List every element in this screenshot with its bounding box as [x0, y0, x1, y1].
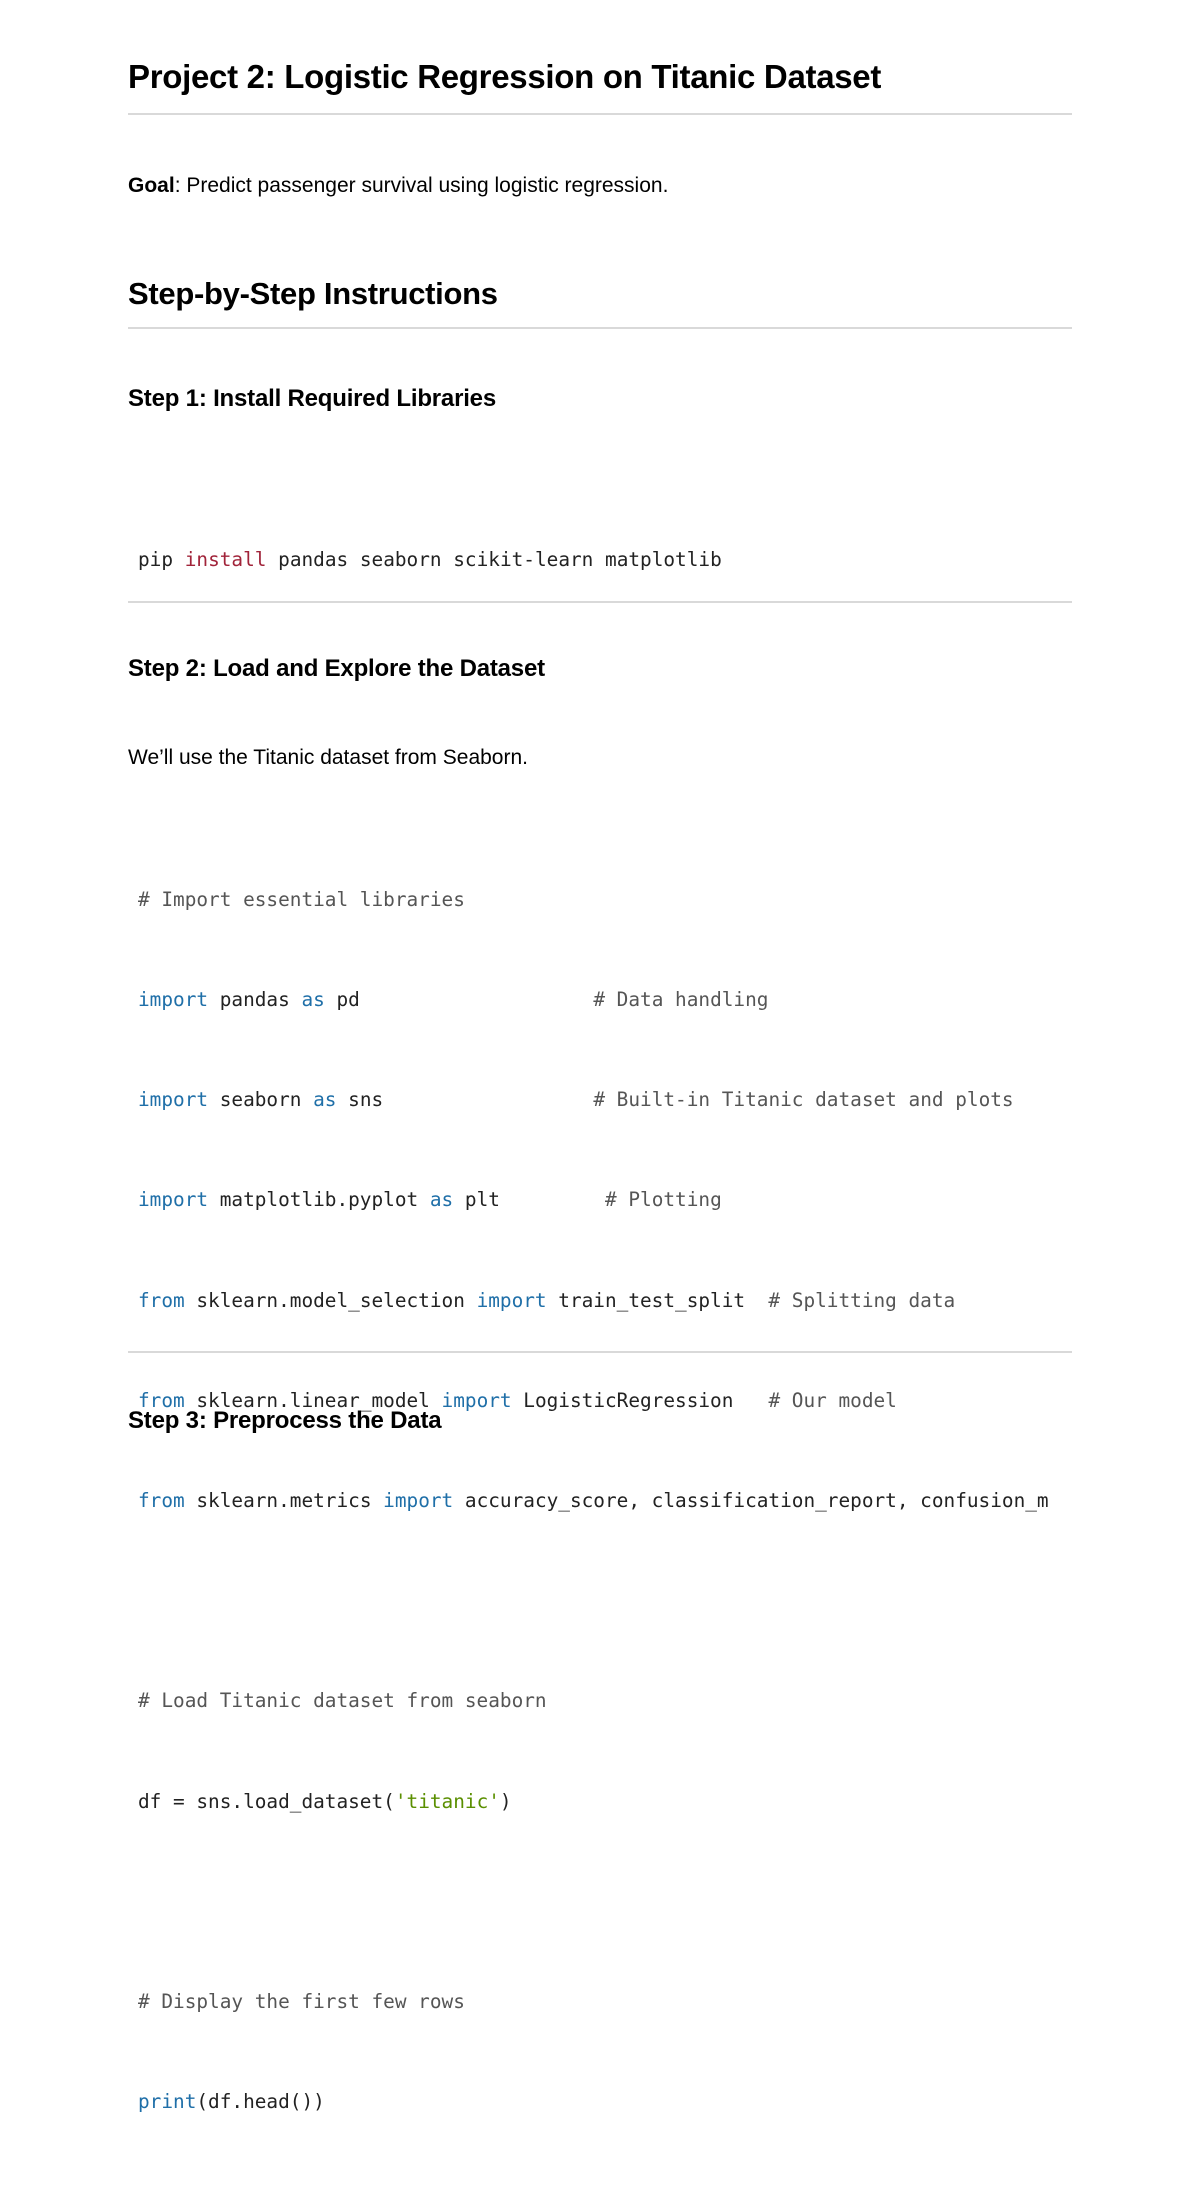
code-line: import pandas as pd # Data handling [138, 988, 769, 1012]
step1-heading: Step 1: Install Required Libraries [128, 385, 496, 412]
code-line: from sklearn.model_selection import train_test_split # Splitting data [138, 1288, 956, 1312]
section-divider [128, 1351, 1072, 1353]
step2-heading: Step 2: Load and Explore the Dataset [128, 655, 545, 682]
section-divider [128, 601, 1072, 603]
instructions-divider [128, 327, 1072, 329]
code-line: import seaborn as sns # Built-in Titanic dataset and plots [138, 1088, 1014, 1112]
goal-text: : Predict passenger survival using logistic regression. [174, 174, 669, 197]
code-line: from sklearn.metrics import accuracy_score, classification_report, confusion_m [138, 1489, 1049, 1513]
instructions-heading: Step-by-Step Instructions [128, 276, 498, 311]
step2-intro: We’ll use the Titanic dataset from Seaborn. [128, 746, 528, 769]
code-line: import matplotlib.pyplot as plt # Plotting [138, 1188, 722, 1212]
code-blank-line [138, 1885, 1072, 1918]
code-line: pip install pandas seaborn scikit-learn matplotlib [138, 547, 722, 571]
code-comment: # Import essential libraries [138, 887, 465, 911]
title-divider [128, 113, 1072, 115]
page-title: Project 2: Logistic Regression on Titanic Dataset [128, 58, 882, 95]
goal-paragraph [128, 172, 668, 200]
step3-heading: Step 3: Preprocess the Data [128, 1407, 442, 1434]
code-blank-line [138, 1584, 1072, 1617]
code-comment: # Load Titanic dataset from seaborn [138, 1689, 547, 1713]
step1-code-block [138, 476, 1072, 643]
code-comment: # Display the first few rows [138, 1990, 465, 2014]
code-line: df = sns.load_dataset('titanic') [138, 1789, 512, 1813]
step2-code-block [138, 816, 1072, 2185]
code-line: from sklearn.linear_model import LogisticRegression # Our model [138, 1388, 897, 1412]
goal-label: Goal [128, 174, 175, 197]
code-line: print(df.head()) [138, 2090, 325, 2114]
